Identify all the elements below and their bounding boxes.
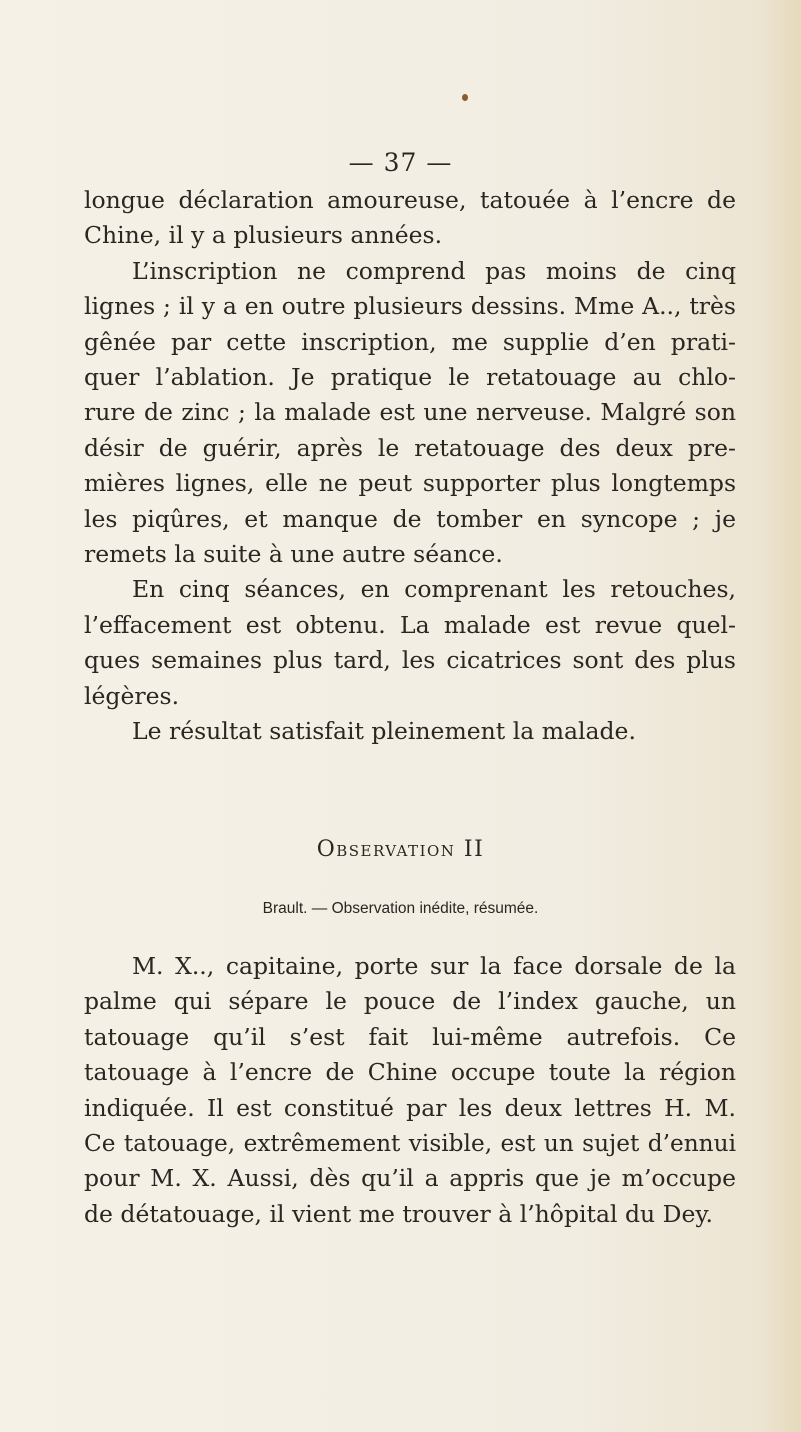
- text-line: indiquée. Il est constitué par les deux lettres H. M.: [84, 1093, 736, 1122]
- text-line: tatouage qu’il s’est fait lui-même autrefois. Ce: [84, 1022, 736, 1051]
- body-text-bottom: [84, 949, 736, 1232]
- text-line: lignes ; il y a en outre plusieurs dessins. Mme A.., très: [84, 292, 736, 321]
- observation-title: Observation II: [316, 837, 485, 862]
- text-line: rure de zinc ; la malade est une nerveuse. Malgré son: [84, 398, 736, 427]
- body-text-top: [84, 183, 736, 750]
- paragraph: [84, 572, 736, 714]
- text-line: remets la suite à une autre séance.: [84, 540, 503, 569]
- text-line: Chine, il y a plusieurs années.: [84, 221, 443, 250]
- paragraph: [84, 949, 736, 1232]
- text-line: légères.: [84, 681, 180, 710]
- text-line: L’inscription ne comprend pas moins de cinq: [132, 256, 736, 285]
- text-line: Ce tatouage, extrêmement visible, est un sujet d’ennui: [84, 1130, 736, 1158]
- page-number: — 37 —: [348, 148, 453, 177]
- text-line: Le résultat satisfait pleinement la malade.: [132, 717, 636, 746]
- text-line: les piqûres, et manque de tomber en syncope ; je: [84, 504, 736, 533]
- text-line: désir de guérir, après le retatouage des deux pre-: [84, 433, 736, 462]
- text-line: pour M. X. Aussi, dès qu’il a appris que je m’occupe: [84, 1164, 736, 1193]
- text-line: palme qui sépare le pouce de l’index gauche, un: [84, 987, 736, 1016]
- paragraph: [84, 254, 736, 573]
- text-line: mières lignes, elle ne peut supporter plus longtemps: [84, 469, 736, 498]
- text-line: En cinq séances, en comprenant les retouches,: [132, 575, 736, 604]
- text-line: M. X.., capitaine, porte sur la face dorsale de la: [132, 952, 736, 980]
- paragraph: [84, 183, 736, 254]
- text-line: ques semaines plus tard, les cicatrices sont des plus: [84, 646, 736, 675]
- text-line: gênée par cette inscription, me supplie d’en prati-: [84, 327, 736, 356]
- text-line: quer l’ablation. Je pratique le retatouage au chlo-: [84, 363, 736, 392]
- page-edge-shading: [761, 0, 801, 1432]
- text-line: de détatouage, il vient me trouver à l’hôpital du Dey.: [84, 1199, 713, 1228]
- paper-stain: [462, 94, 468, 101]
- observation-source: Brault. — Observation inédite, résumée.: [262, 900, 539, 917]
- text-line: longue déclaration amoureuse, tatouée à l’encre de: [84, 186, 736, 214]
- text-line: l’effacement est obtenu. La malade est revue quel-: [84, 610, 736, 639]
- paragraph: [84, 714, 736, 749]
- text-line: tatouage à l’encre de Chine occupe toute la région: [84, 1058, 736, 1087]
